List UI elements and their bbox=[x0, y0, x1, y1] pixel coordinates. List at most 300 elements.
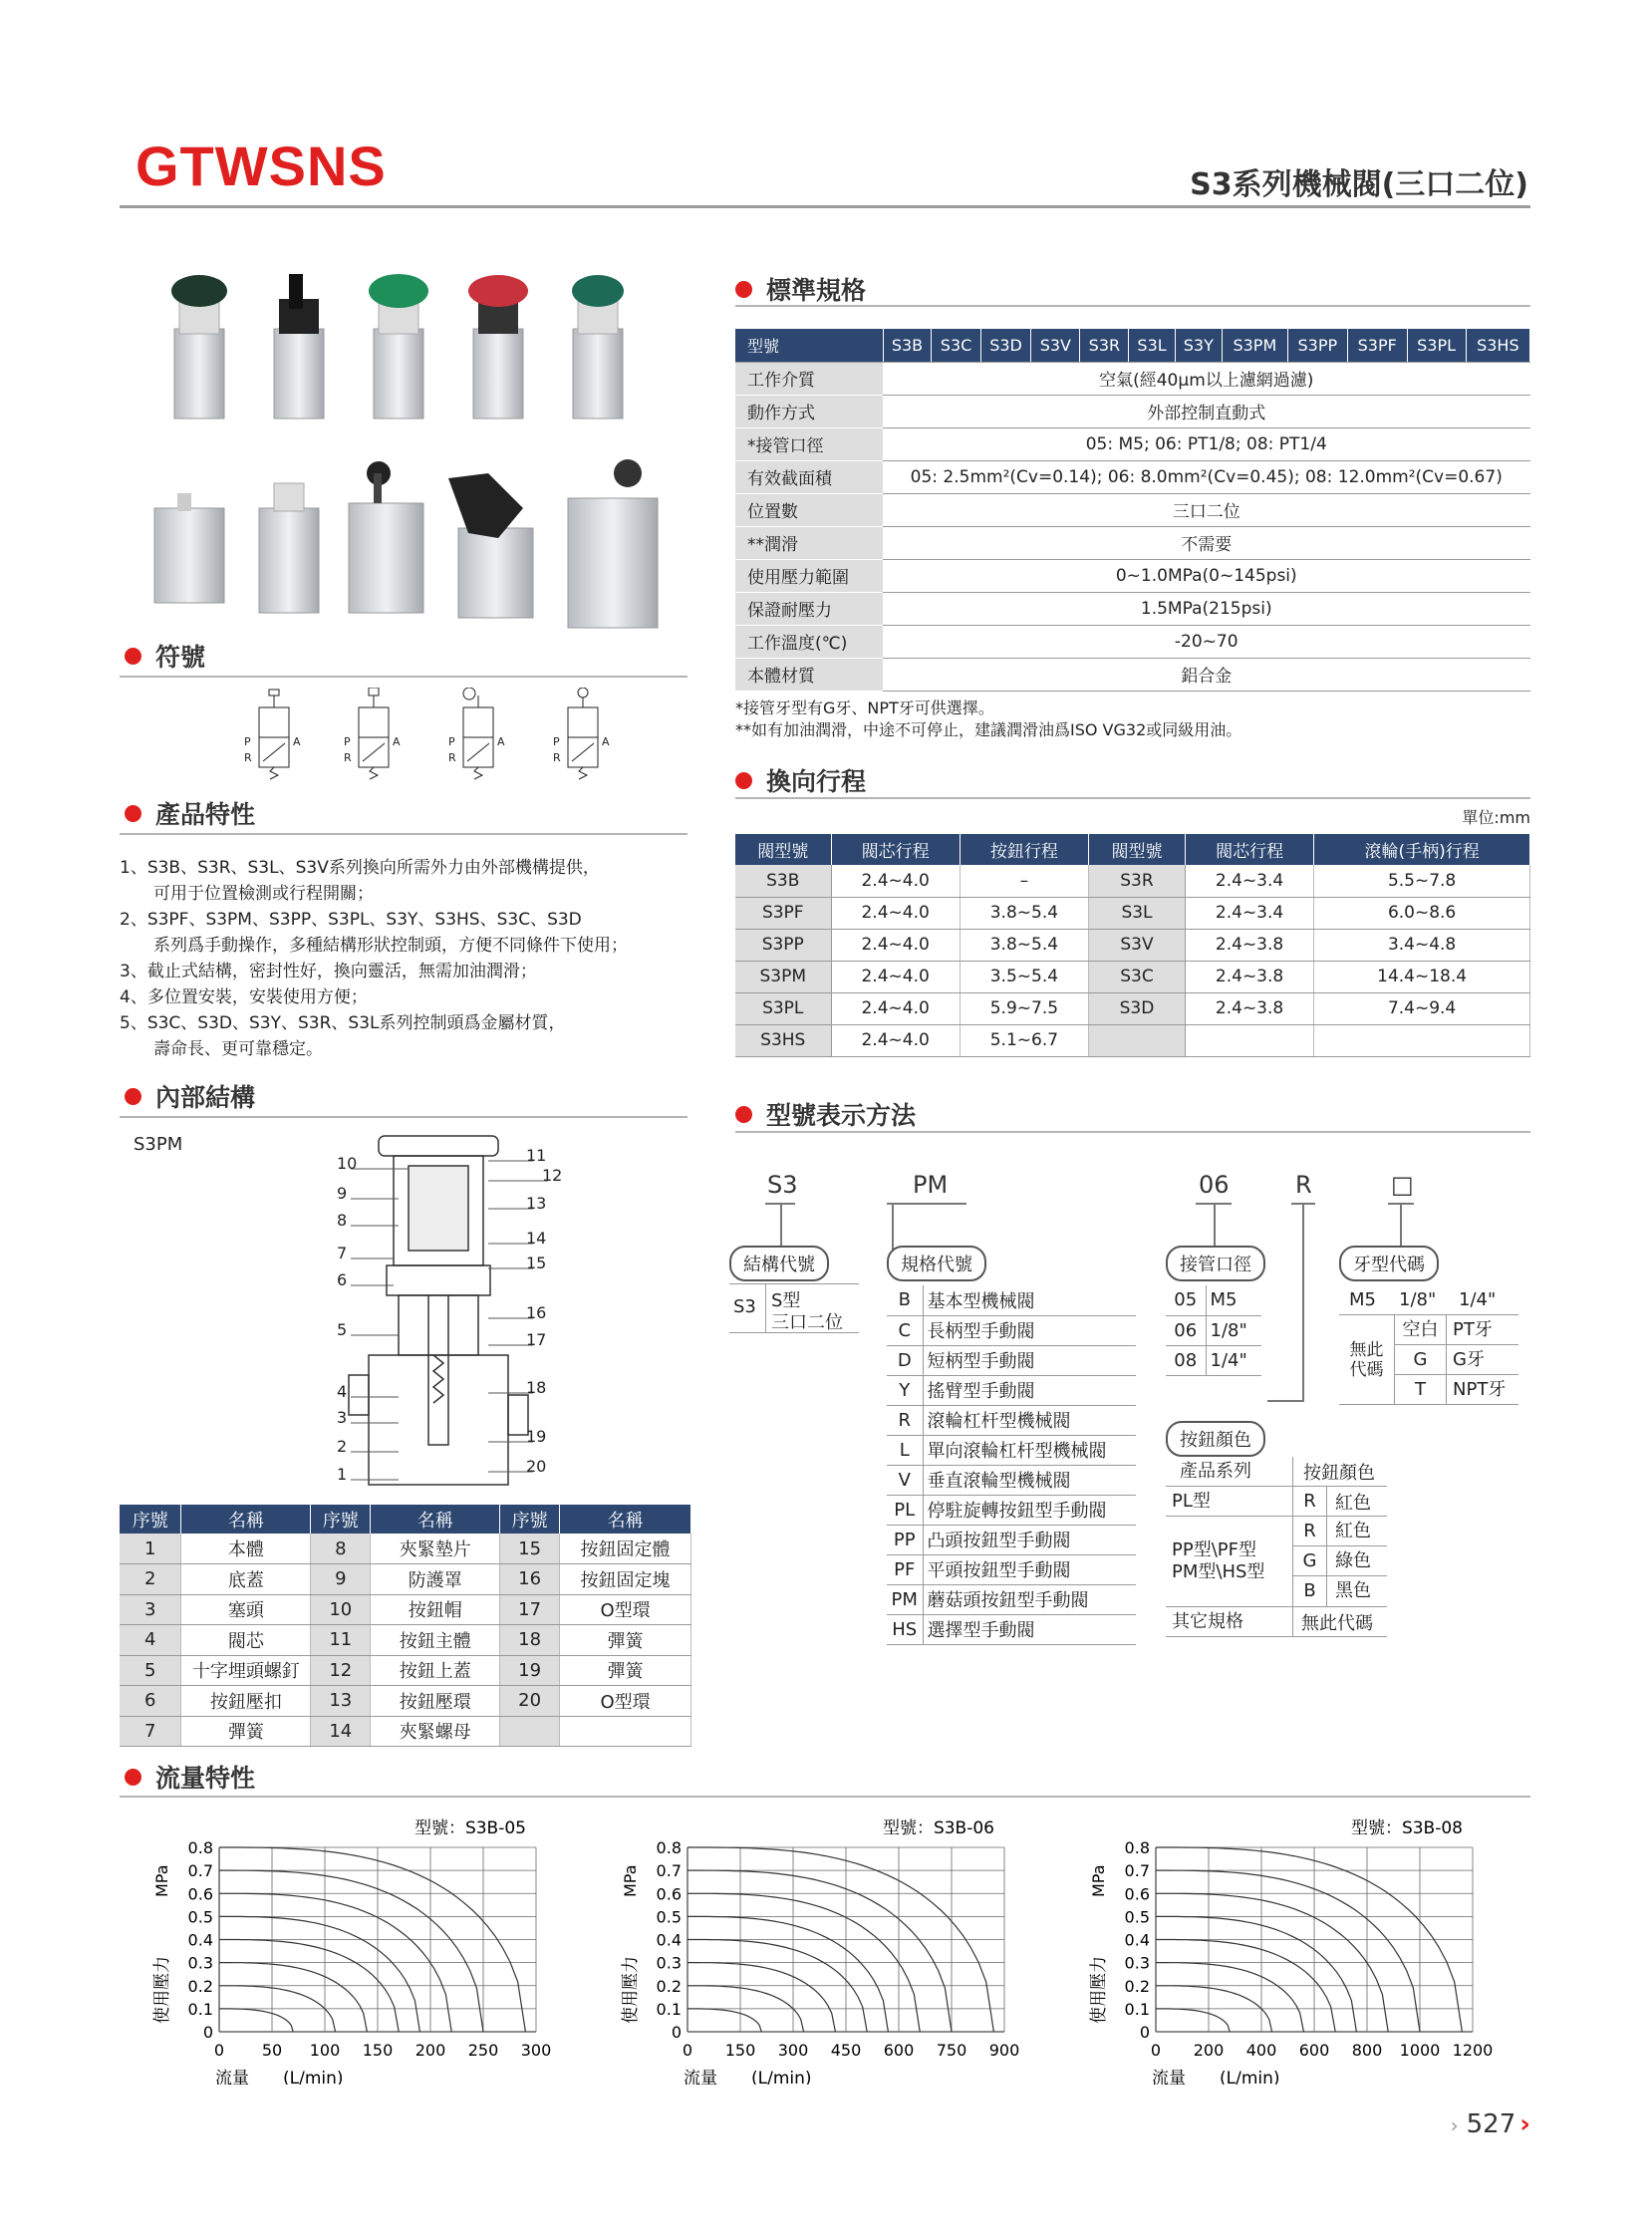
spec-col-header: S3C bbox=[932, 329, 980, 362]
port-code: 05 bbox=[1166, 1285, 1206, 1315]
parts-cell bbox=[560, 1716, 691, 1747]
spec-col-header: S3B bbox=[883, 329, 932, 362]
x-tick-label: 450 bbox=[830, 2041, 862, 2060]
stroke-cell: S3V bbox=[1089, 929, 1186, 961]
callout: 3 bbox=[337, 1408, 348, 1427]
callout: 4 bbox=[337, 1382, 348, 1401]
thread-m5: M5 bbox=[1349, 1289, 1376, 1310]
spec-row-value: 05: M5; 06: PT1/8; 08: PT1/4 bbox=[883, 427, 1530, 460]
flow-curve-0.7 bbox=[688, 1870, 952, 2032]
color-pl: PL型 bbox=[1166, 1487, 1293, 1517]
x-axis-unit: (L/min) bbox=[283, 2069, 344, 2085]
stroke-cell: S3B bbox=[735, 865, 831, 897]
stroke-unit: 單位:mm bbox=[1462, 808, 1530, 827]
symbol-2-port-p: P bbox=[344, 735, 351, 748]
stroke-row bbox=[735, 992, 1530, 1024]
parts-table bbox=[120, 1505, 691, 1747]
spec-code-desc: 單向滾輪杠杆型機械閥 bbox=[923, 1435, 1136, 1465]
parts-col-header: 序號 bbox=[120, 1505, 181, 1534]
stroke-cell: 5.9~7.5 bbox=[960, 992, 1088, 1024]
section-stroke-title: 換向行程 bbox=[766, 767, 867, 796]
color-code: R bbox=[1293, 1487, 1327, 1517]
parts-cell: 13 bbox=[311, 1686, 371, 1717]
parts-cell: 閥芯 bbox=[181, 1625, 311, 1656]
parts-cell: 彈簧 bbox=[560, 1625, 691, 1656]
x-tick-label: 200 bbox=[414, 2041, 446, 2060]
thread-code: G bbox=[1395, 1345, 1447, 1374]
struct-code: S3 bbox=[733, 1296, 756, 1317]
color-value: 黑色 bbox=[1335, 1580, 1371, 1601]
parts-cell: 按鈕壓扣 bbox=[181, 1686, 311, 1717]
stroke-cell: S3PF bbox=[735, 897, 831, 929]
parts-col-header: 序號 bbox=[500, 1505, 560, 1534]
stroke-header-row bbox=[735, 834, 1530, 865]
x-tick-label: 600 bbox=[883, 2041, 915, 2060]
stroke-table bbox=[735, 834, 1530, 1057]
feature-line: 系列爲手動操作，多種結構形狀控制頭，方便不同條件下使用； bbox=[120, 936, 628, 956]
stroke-col-header: 閥型號 bbox=[735, 834, 831, 865]
callout: 17 bbox=[526, 1330, 547, 1349]
parts-cell: 15 bbox=[500, 1534, 560, 1564]
port-value: 1/8" bbox=[1206, 1315, 1261, 1345]
callout: 19 bbox=[526, 1427, 547, 1446]
color-code: G bbox=[1293, 1546, 1327, 1575]
y-tick-label: 0.7 bbox=[656, 1861, 682, 1881]
symbol-4-port-a: A bbox=[602, 735, 610, 748]
x-tick-label: 0 bbox=[1150, 2041, 1162, 2060]
parts-row bbox=[120, 1564, 691, 1595]
parts-cell: 塞頭 bbox=[181, 1594, 311, 1625]
y-tick-label: 0 bbox=[202, 2023, 213, 2042]
stroke-cell: S3HS bbox=[735, 1024, 831, 1056]
spec-code: PF bbox=[887, 1554, 923, 1584]
flow-charts bbox=[120, 1806, 1534, 2085]
flow-chart-1 bbox=[120, 1806, 588, 2085]
valve-red-button bbox=[468, 275, 528, 419]
flow-curve-0.3 bbox=[219, 1963, 367, 2032]
spec-row-label: 本體材質 bbox=[735, 658, 883, 691]
internal-model-label: S3PM bbox=[134, 1134, 183, 1155]
thread-1-8: 1/8" bbox=[1399, 1289, 1437, 1310]
callout: 11 bbox=[526, 1146, 547, 1165]
x-tick-label: 150 bbox=[362, 2041, 394, 2060]
parts-cell: 防護罩 bbox=[371, 1564, 500, 1595]
valve-selector bbox=[274, 274, 324, 419]
color-code: R bbox=[1293, 1517, 1327, 1545]
spec-col-header: S3PF bbox=[1347, 329, 1407, 362]
spec-code-desc: 基本型機械閥 bbox=[923, 1285, 1136, 1315]
y-tick-label: 0.1 bbox=[1124, 1999, 1150, 2019]
parts-cell: 11 bbox=[311, 1625, 371, 1656]
struct-box bbox=[729, 1283, 859, 1333]
stroke-cell: S3C bbox=[1089, 961, 1186, 992]
y-tick-label: 0.3 bbox=[656, 1953, 682, 1973]
port-table bbox=[1166, 1285, 1261, 1376]
page-title: S3系列機械閥(三口二位) bbox=[1190, 167, 1528, 202]
y-tick-label: 0.6 bbox=[187, 1884, 213, 1904]
symbol-1 bbox=[244, 690, 301, 779]
connector bbox=[887, 1203, 966, 1205]
thread-value: NPT牙 bbox=[1453, 1379, 1507, 1400]
parts-cell: 夾緊墊片 bbox=[371, 1534, 500, 1564]
y-axis-label: 使用壓力 bbox=[1089, 1956, 1109, 2024]
chart-title: 型號：S3B-06 bbox=[882, 1818, 994, 1838]
parts-row bbox=[120, 1625, 691, 1656]
parts-col-header: 名稱 bbox=[181, 1505, 311, 1534]
parts-cell: 按鈕帽 bbox=[371, 1594, 500, 1625]
flow-curve-0.1 bbox=[1156, 2009, 1230, 2032]
section-spec-title: 標準規格 bbox=[766, 276, 867, 305]
spec-row-label: **潤滑 bbox=[735, 526, 883, 559]
struct-label: 結構代號 bbox=[729, 1246, 829, 1281]
section-internal bbox=[125, 1078, 255, 1114]
spec-row bbox=[735, 460, 1530, 493]
stroke-cell: S3R bbox=[1089, 865, 1186, 897]
spec-code-row bbox=[887, 1315, 1136, 1345]
thread-table bbox=[1339, 1285, 1518, 1405]
stroke-cell: 2.4~4.0 bbox=[831, 865, 960, 897]
stroke-row bbox=[735, 865, 1530, 897]
stroke-cell bbox=[1185, 1024, 1313, 1056]
stroke-col-header: 閥芯行程 bbox=[831, 834, 960, 865]
color-table bbox=[1166, 1457, 1387, 1637]
spec-code-table bbox=[887, 1285, 1136, 1645]
x-tick-label: 250 bbox=[467, 2041, 499, 2060]
port-row bbox=[1166, 1285, 1261, 1315]
callout: 7 bbox=[337, 1244, 348, 1262]
thread-value: G牙 bbox=[1453, 1349, 1485, 1370]
callout: 5 bbox=[337, 1320, 348, 1339]
port-code: 06 bbox=[1166, 1315, 1206, 1345]
stroke-cell: 2.4~3.8 bbox=[1185, 992, 1313, 1024]
parts-cell: 底蓋 bbox=[181, 1564, 311, 1595]
section-symbol-title: 符號 bbox=[155, 643, 206, 672]
callout: 16 bbox=[526, 1303, 547, 1322]
spec-code: PP bbox=[887, 1525, 923, 1554]
spec-row-value: 三口二位 bbox=[883, 493, 1530, 526]
y-tick-label: 0 bbox=[671, 2023, 682, 2042]
parts-cell: 7 bbox=[120, 1716, 181, 1747]
stroke-cell: 3.5~5.4 bbox=[960, 961, 1088, 992]
spec-row-value: -20~70 bbox=[883, 625, 1530, 658]
spec-row bbox=[735, 625, 1530, 658]
flow-curve-0.3 bbox=[688, 1963, 835, 2032]
flow-curve-0.1 bbox=[219, 2009, 293, 2032]
valve-black-lever bbox=[448, 473, 533, 618]
spec-row-value: 05: 2.5mm²(Cv=0.14); 06: 8.0mm²(Cv=0.45); 08: 12.0mm²(Cv=0.67) bbox=[883, 460, 1530, 493]
x-tick-label: 900 bbox=[988, 2041, 1020, 2060]
parts-row bbox=[120, 1594, 691, 1625]
parts-cell: 20 bbox=[500, 1686, 560, 1717]
stroke-cell: 7.4~9.4 bbox=[1314, 992, 1530, 1024]
section-model-title: 型號表示方法 bbox=[766, 1101, 917, 1130]
parts-cell: 10 bbox=[311, 1594, 371, 1625]
spec-code: V bbox=[887, 1465, 923, 1495]
symbol-4-port-p: P bbox=[553, 735, 560, 748]
connector bbox=[1302, 1203, 1304, 1402]
thread-none: 無此代碼 bbox=[1339, 1315, 1395, 1405]
parts-cell: 9 bbox=[311, 1564, 371, 1595]
spec-code: HS bbox=[887, 1614, 923, 1644]
connector bbox=[1267, 1400, 1304, 1402]
callout: 10 bbox=[337, 1154, 358, 1173]
callout: 13 bbox=[526, 1194, 547, 1213]
flow-curve-0.1 bbox=[688, 2009, 761, 2032]
spec-note-2: **如有加油潤滑，中途不可停止，建議潤滑油爲ISO VG32或同級用油。 bbox=[735, 720, 1242, 739]
flow-curve-0.7 bbox=[1156, 1870, 1420, 2032]
page-number-value: 527 bbox=[1466, 2109, 1516, 2139]
x-axis-unit: (L/min) bbox=[751, 2069, 812, 2085]
section-flow-line bbox=[120, 1796, 1530, 1798]
spec-col-header: S3Y bbox=[1175, 329, 1222, 362]
section-symbol-line bbox=[120, 676, 688, 678]
parts-cell: 按鈕壓環 bbox=[371, 1686, 500, 1717]
stroke-col-header: 閥芯行程 bbox=[1185, 834, 1313, 865]
parts-cell: 本體 bbox=[181, 1534, 311, 1564]
y-tick-label: 0.8 bbox=[187, 1838, 213, 1857]
spec-note-1: *接管牙型有G牙、NPT牙可供選擇。 bbox=[735, 698, 994, 717]
stroke-cell: 14.4~18.4 bbox=[1314, 961, 1530, 992]
parts-cell: 彈簧 bbox=[560, 1655, 691, 1686]
port-code: 08 bbox=[1166, 1345, 1206, 1375]
color-code: B bbox=[1293, 1576, 1327, 1606]
y-tick-label: 0.3 bbox=[1124, 1953, 1150, 1973]
spec-row bbox=[735, 395, 1530, 427]
spec-code-desc: 滾輪杠杆型機械閥 bbox=[923, 1405, 1136, 1435]
spec-row-value: 外部控制直動式 bbox=[883, 395, 1530, 427]
stroke-col-header: 按鈕行程 bbox=[960, 834, 1088, 865]
thread-row bbox=[1395, 1345, 1518, 1375]
thread-label: 牙型代碼 bbox=[1339, 1246, 1439, 1281]
spec-code: D bbox=[887, 1345, 923, 1375]
parts-cell: 14 bbox=[311, 1716, 371, 1747]
symbol-3-port-r: R bbox=[448, 751, 456, 764]
model-code-spec: PM bbox=[913, 1171, 949, 1199]
parts-row bbox=[120, 1686, 691, 1717]
y-tick-label: 0.2 bbox=[1124, 1976, 1150, 1996]
symbol-1-port-a: A bbox=[293, 735, 301, 748]
color-value: 紅色 bbox=[1335, 1521, 1371, 1541]
parts-cell: 6 bbox=[120, 1686, 181, 1717]
spec-code-row bbox=[887, 1405, 1136, 1435]
spec-row bbox=[735, 658, 1530, 691]
y-tick-label: 0.4 bbox=[187, 1930, 213, 1950]
spec-code: L bbox=[887, 1435, 923, 1465]
spec-row bbox=[735, 592, 1530, 625]
x-tick-label: 600 bbox=[1298, 2041, 1330, 2060]
spec-row-label: 動作方式 bbox=[735, 395, 883, 427]
spec-row-label: 使用壓力範圍 bbox=[735, 559, 883, 592]
thread-code: T bbox=[1395, 1375, 1447, 1404]
spec-code-desc: 長柄型手動閥 bbox=[923, 1315, 1136, 1345]
parts-cell: 8 bbox=[311, 1534, 371, 1564]
section-flow bbox=[125, 1759, 255, 1795]
parts-cell: 19 bbox=[500, 1655, 560, 1686]
spec-row-value: 不需要 bbox=[883, 526, 1530, 559]
feature-line: 可用于位置檢測或行程開關； bbox=[120, 884, 374, 904]
page-number: › 527 › bbox=[1450, 2109, 1530, 2139]
stroke-row bbox=[735, 1024, 1530, 1056]
thread-code: 空白 bbox=[1395, 1315, 1447, 1344]
port-value: M5 bbox=[1206, 1285, 1261, 1315]
y-tick-label: 0.4 bbox=[656, 1930, 682, 1950]
feature-line: 1、S3B、S3R、S3L、S3V系列換向所需外力由外部機構提供， bbox=[120, 858, 600, 878]
section-features-line bbox=[120, 833, 688, 835]
symbol-1-port-p: P bbox=[244, 735, 251, 748]
feature-line: 3、截止式結構，密封性好，換向靈活，無需加油潤滑； bbox=[120, 962, 537, 981]
spec-code: PL bbox=[887, 1495, 923, 1525]
thread-row bbox=[1395, 1375, 1518, 1405]
spec-table bbox=[735, 329, 1530, 692]
connector bbox=[892, 1203, 894, 1253]
callout: 12 bbox=[542, 1166, 563, 1185]
parts-row bbox=[120, 1534, 691, 1564]
y-tick-label: 0.3 bbox=[187, 1953, 213, 1973]
y-axis-label: 使用壓力 bbox=[152, 1956, 172, 2024]
stroke-cell: 2.4~4.0 bbox=[831, 961, 960, 992]
spec-code-row bbox=[887, 1584, 1136, 1614]
spec-code-row bbox=[887, 1465, 1136, 1495]
parts-cell: 按鈕固定體 bbox=[560, 1534, 691, 1564]
stroke-cell bbox=[1314, 1024, 1530, 1056]
section-features bbox=[125, 795, 255, 831]
x-tick-label: 300 bbox=[777, 2041, 809, 2060]
valve-black-button bbox=[171, 275, 227, 419]
model-code-thread: □ bbox=[1391, 1171, 1414, 1199]
port-label: 接管口徑 bbox=[1166, 1246, 1265, 1281]
model-code-struct: S3 bbox=[767, 1171, 798, 1199]
spec-col-header: S3PL bbox=[1407, 329, 1466, 362]
spec-code: B bbox=[887, 1285, 923, 1315]
color-head-color: 按鈕顏色 bbox=[1303, 1462, 1375, 1484]
section-stroke bbox=[735, 762, 866, 798]
parts-header-row bbox=[120, 1505, 691, 1534]
feature-line: 4、多位置安裝，安裝使用方便； bbox=[120, 987, 368, 1007]
y-tick-label: 0.1 bbox=[187, 1999, 213, 2019]
spec-code-desc: 選擇型手動閥 bbox=[923, 1614, 1136, 1644]
spec-row-value: 1.5MPa(215psi) bbox=[883, 592, 1530, 625]
spec-row-label: 工作溫度(℃) bbox=[735, 625, 883, 658]
y-tick-label: 0.8 bbox=[1124, 1838, 1150, 1857]
struct-type: S型 bbox=[771, 1290, 801, 1311]
stroke-cell: 5.5~7.8 bbox=[1314, 865, 1530, 897]
spec-row bbox=[735, 559, 1530, 592]
x-tick-label: 400 bbox=[1245, 2041, 1277, 2060]
valve-metal-roller bbox=[568, 459, 658, 628]
stroke-row bbox=[735, 929, 1530, 961]
y-axis-unit: MPa bbox=[152, 1864, 171, 1897]
spec-code-desc: 垂直滾輪型機械閥 bbox=[923, 1465, 1136, 1495]
features-list bbox=[120, 855, 697, 1062]
callout: 6 bbox=[337, 1270, 348, 1289]
section-internal-line bbox=[120, 1116, 688, 1118]
spec-code: C bbox=[887, 1315, 923, 1345]
spec-row-value: 空氣(經40μm以上濾網過濾) bbox=[883, 362, 1530, 395]
x-tick-label: 100 bbox=[309, 2041, 341, 2060]
parts-cell: 十字埋頭螺釘 bbox=[181, 1655, 311, 1686]
thread-1-4: 1/4" bbox=[1459, 1289, 1497, 1310]
spec-col-header: S3L bbox=[1129, 329, 1175, 362]
feature-line: 壽命長、更可靠穩定。 bbox=[120, 1039, 323, 1059]
flow-chart-2 bbox=[588, 1806, 1056, 2085]
spec-row-label: 位置數 bbox=[735, 493, 883, 526]
spec-col-header: 型號 bbox=[735, 329, 883, 362]
color-pp-group bbox=[1166, 1517, 1293, 1606]
symbol-1-port-r: R bbox=[244, 751, 252, 764]
spec-row bbox=[735, 493, 1530, 526]
stroke-cell: 2.4~3.4 bbox=[1185, 897, 1313, 929]
parts-cell: 彈簧 bbox=[181, 1716, 311, 1747]
spec-header-row bbox=[735, 329, 1530, 362]
color-pm: PM型\HS型 bbox=[1172, 1561, 1265, 1582]
stroke-cell: 2.4~4.0 bbox=[831, 992, 960, 1024]
product-photos bbox=[149, 269, 688, 638]
feature-line: 5、S3C、S3D、S3Y、S3R、S3L系列控制頭爲金屬材質， bbox=[120, 1013, 566, 1033]
port-value: 1/4" bbox=[1206, 1345, 1261, 1375]
callout: 1 bbox=[337, 1465, 348, 1484]
spec-code-label: 規格代號 bbox=[887, 1246, 986, 1281]
spec-row bbox=[735, 427, 1530, 460]
parts-row bbox=[120, 1716, 691, 1747]
color-value: 紅色 bbox=[1335, 1492, 1371, 1514]
y-tick-label: 0.7 bbox=[187, 1861, 213, 1881]
x-axis-label: 流量 bbox=[1152, 2069, 1186, 2085]
x-tick-label: 200 bbox=[1193, 2041, 1225, 2060]
spec-row-value: 鋁合金 bbox=[883, 658, 1530, 691]
thread-value: PT牙 bbox=[1453, 1319, 1493, 1340]
spec-code-desc: 搖臂型手動閥 bbox=[923, 1375, 1136, 1405]
parts-cell: 17 bbox=[500, 1594, 560, 1625]
x-tick-label: 800 bbox=[1351, 2041, 1383, 2060]
x-tick-label: 0 bbox=[682, 2041, 693, 2060]
parts-cell: O型環 bbox=[560, 1686, 691, 1717]
spec-col-header: S3V bbox=[1031, 329, 1080, 362]
valve-roller-lever bbox=[349, 461, 423, 613]
parts-col-header: 序號 bbox=[311, 1505, 371, 1534]
spec-code-row bbox=[887, 1525, 1136, 1554]
stroke-row bbox=[735, 961, 1530, 992]
spec-row-label: 有效截面積 bbox=[735, 460, 883, 493]
spec-code-desc: 短柄型手動閥 bbox=[923, 1345, 1136, 1375]
color-label: 按鈕顏色 bbox=[1166, 1421, 1265, 1457]
stroke-col-header: 閥型號 bbox=[1089, 834, 1186, 865]
stroke-cell: 3.8~5.4 bbox=[960, 897, 1088, 929]
parts-cell: 按鈕主體 bbox=[371, 1625, 500, 1656]
spec-code: PM bbox=[887, 1584, 923, 1614]
symbol-4-port-r: R bbox=[553, 751, 561, 764]
parts-cell: 5 bbox=[120, 1655, 181, 1686]
section-spec bbox=[735, 271, 866, 307]
y-tick-label: 0.6 bbox=[1124, 1884, 1150, 1904]
stroke-cell: 2.4~4.0 bbox=[831, 1024, 960, 1056]
valve-green-flat-button bbox=[572, 275, 624, 419]
port-row bbox=[1166, 1345, 1261, 1375]
spec-code-desc: 平頭按鈕型手動閥 bbox=[923, 1554, 1136, 1584]
symbol-2-port-r: R bbox=[344, 751, 352, 764]
symbol-3-port-p: P bbox=[448, 735, 455, 748]
parts-row bbox=[120, 1655, 691, 1686]
parts-cell: 2 bbox=[120, 1564, 181, 1595]
parts-col-header: 名稱 bbox=[560, 1505, 691, 1534]
stroke-cell: S3L bbox=[1089, 897, 1186, 929]
flow-chart-3 bbox=[1056, 1806, 1524, 2085]
section-model bbox=[735, 1096, 916, 1132]
x-tick-label: 150 bbox=[724, 2041, 756, 2060]
y-tick-label: 0.8 bbox=[656, 1838, 682, 1857]
callout: 18 bbox=[526, 1378, 547, 1397]
parts-cell: 3 bbox=[120, 1594, 181, 1625]
brand-logo: GTWSNS bbox=[136, 135, 387, 197]
